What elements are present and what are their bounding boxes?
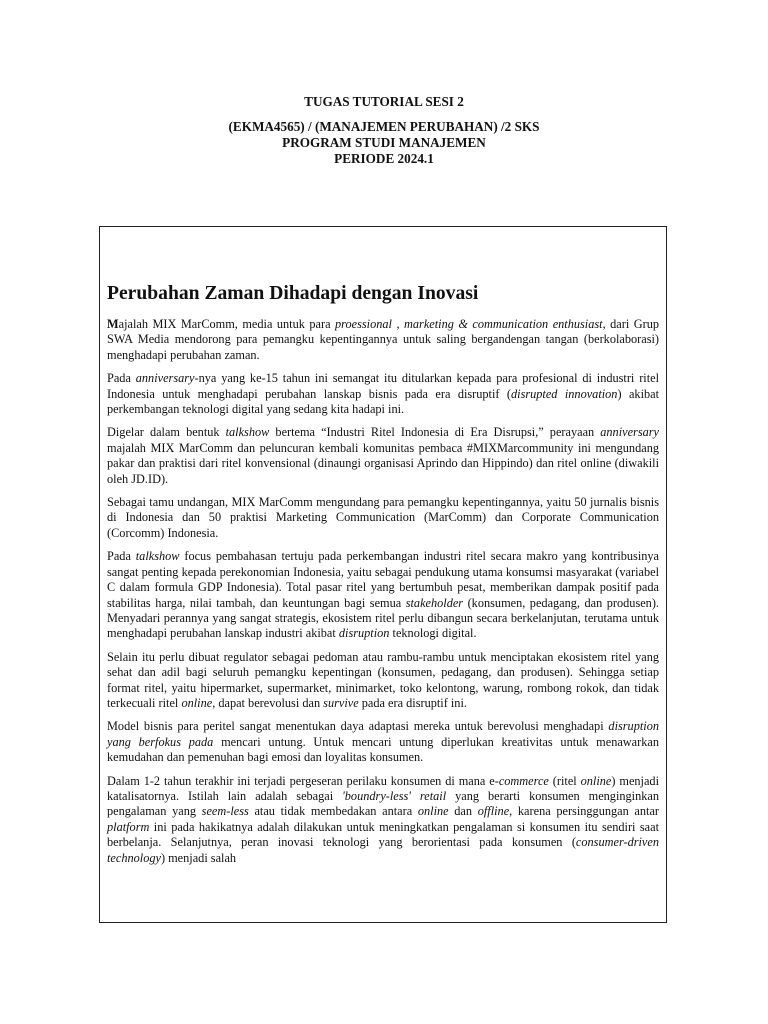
paragraph-1 [107,317,659,363]
text-run: Digelar dalam bentuk [107,425,226,440]
italic-run: online [580,773,612,788]
text-run: , karena persinggungan antar [509,804,660,819]
text-run: Pada [107,549,136,564]
text-run: Model bisnis para peritel sangat menentukan daya adaptasi mereka untuk berevolusi menghadapi [107,719,609,734]
italic-run: commerce [498,773,549,788]
text-run: -nya yang ke-15 tahun ini semangat itu ditularkan kepada para profesional di industri ritel Indonesia untuk menghadapi perubahan lanskap bisnis pada era disruptif ( [107,371,659,401]
text-run: pada era disruptif ini. [358,695,467,710]
italic-run: anniversary [600,425,659,440]
text-run: mencari untung. Untuk mencari untung diperlukan kreativitas untuk menawarkan kemudahan dan pemenuhan bagi emosi dan loyalitas konsumen. [107,734,659,765]
text-run: yang berarti konsumen menginginkan pengalaman yang [107,788,659,819]
text-run: teknologi digital. [389,626,477,641]
article-box [99,226,667,923]
text-run: , dari Grup SWA Media mendorong para pemangku kepentingannya untuk saling bergandengan tangan (berkolaborasi) menghadapi perubahan zaman. [107,317,659,362]
italic-run: disruption yang berfokus pada [107,719,659,749]
document-header [0,94,768,167]
italic-run: offline [477,804,510,819]
text-run: bertema “Industri Ritel Indonesia di Era Disrupsi,” perayaan [269,425,601,440]
paragraph-5 [107,549,659,641]
paragraph-6 [107,650,659,712]
text-run: ) menjadi katalisatornya. Istilah lain adalah sebagai [107,773,659,803]
text-run: , dapat berevolusi dan [212,695,324,710]
article-title: Perubahan Zaman Dihadapi dengan Inovasi [107,283,479,304]
italic-run: consumer-driven technology [107,835,659,865]
text-run: ini pada hakikatnya adalah dilakukan untuk meningkatkan pengalaman si konsumen itu sendiri saat berbelanja. Selanjutnya, peran inovasi teknologi yang berorientasi pada konsumen ( [107,819,659,850]
text-run: Selain itu perlu dibuat regulator sebagai pedoman atau rambu-rambu untuk menciptakan ekosistem ritel yang sehat dan adil bagi seluruh pemangku kepentingan (konsumen, pedagang, dan produsen). Sehingga setiap format ritel, yaitu hipermarket, supermarket, minimarket, toko kelontong, warung, rombong rokok, dan tidak terkecuali ritel [107,649,659,710]
text-run: ) akibat perkembangan teknologi digital yang sedang kita hadapi ini. [107,386,660,417]
text-run: dan [448,804,478,819]
italic-run: platform [107,819,150,834]
paragraph-8 [107,774,659,866]
course-line: (EKMA4565) / (MANAJEMEN PERUBAHAN) /2 SKS [228,119,540,134]
italic-run: talkshow [225,425,270,440]
text-run: ajalah MIX MarComm, media untuk para [118,317,336,331]
paragraph-2 [107,371,659,417]
italic-run: stakeholder [405,595,464,610]
italic-run: disrupted innovation [511,386,618,401]
italic-run: online [181,695,213,710]
text-run: Dalam 1-2 tahun terakhir ini terjadi pergeseran perilaku konsumen di mana e- [107,773,499,788]
paragraph-7 [107,719,659,765]
text-run: (ritel [548,773,581,788]
text-run: atau tidak membedakan antara [248,804,418,819]
period-line: PERIODE 2024.1 [334,151,434,166]
program-line: PROGRAM STUDI MANAJEMEN [282,135,486,150]
text-run: Pada [107,371,136,386]
text-run: majalah MIX MarComm dan peluncuran kembali komunitas pembaca #MIXMarcommunity ini mengundang pakar dan praktisi dari ritel konvensional (dinaungi organisasi Aprindo dan Hippindo) dan ritel online (diwakili oleh JD.ID). [107,440,659,486]
italic-run: 'boundry-less' retail [342,788,447,803]
paragraph-4 [107,495,659,541]
paragraph-3 [107,425,659,487]
italic-run: seem-less [201,804,249,819]
text-run: ) menjadi salah [160,850,237,865]
italic-run: proessional , marketing & communication enthusiast [335,317,603,331]
text-run: focus pembahasan tertuju pada perkembangan industri ritel secara makro yang kontribusinya sangat penting kepada perekonomian Indonesia, yaitu sebagai pendukung utama konsumsi masyarakat (variabel C dalam formula GDP Indonesia). Total pasar ritel yang bertumbuh pesat, memberikan dampak positif pada stabilitas harga, nilai tambah, dan keuntungan bagi semua [107,549,659,610]
italic-run: online [417,804,449,819]
italic-run: survive [323,695,359,710]
text-run: (konsumen, pedagang, dan produsen). Menyadari perannya yang sangat strategis, ekosistem ritel perlu dibangun secara berkelanjutan, terutama untuk menghadapi perubahan lanskap industri akibat [107,595,660,641]
assignment-title: TUGAS TUTORIAL SESI 2 [304,94,464,109]
italic-run: talkshow [135,549,180,564]
drop-letter: M [107,317,119,331]
text-run: Sebagai tamu undangan, MIX MarComm mengundang para pemangku kepentingannya, yaitu 50 jurnalis bisnis di Indonesia dan 50 praktisi Marketing Communication (MarComm) dan Corporate Communication (Corcomm) Indonesia. [107,495,659,540]
italic-run: disruption [338,626,390,641]
italic-run: anniversary [135,371,195,386]
